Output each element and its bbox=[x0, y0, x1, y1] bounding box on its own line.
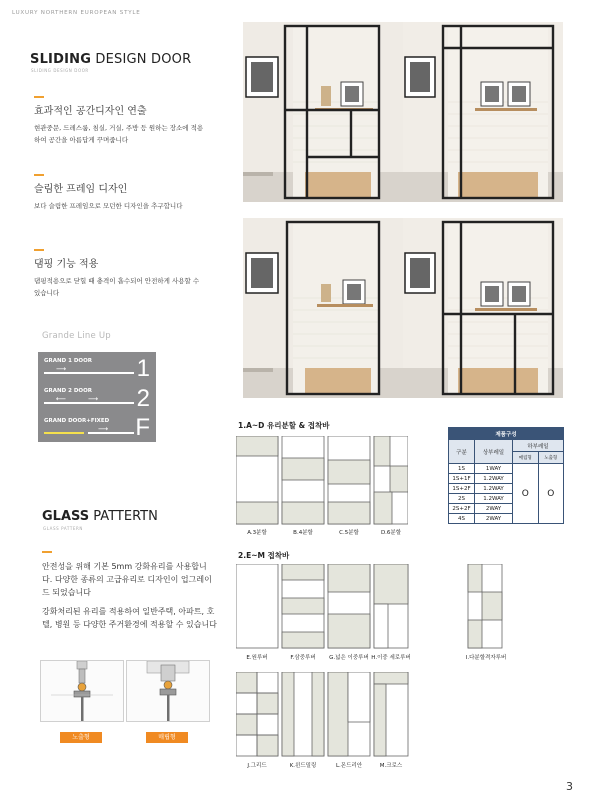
hidden-type-label: 매립형 bbox=[146, 732, 188, 743]
door-photo-1 bbox=[243, 22, 403, 202]
pattern-i bbox=[468, 564, 502, 648]
pattern-c bbox=[328, 436, 370, 524]
accent-bar bbox=[34, 174, 44, 176]
spec-cell-name: 4S bbox=[449, 514, 475, 524]
grande-lineup-title: Grande Line Up bbox=[42, 331, 111, 341]
pattern-e bbox=[236, 564, 278, 648]
pattern-label-g: G.넓은 이중루버 bbox=[329, 655, 369, 661]
pattern-m bbox=[374, 672, 408, 756]
spec-cell-name: 2S bbox=[449, 494, 475, 504]
spec-cell-upper: 1.2WAY bbox=[475, 494, 513, 504]
pattern-label-d: D.6분할 bbox=[380, 530, 402, 536]
hardware-exposed-diagram bbox=[40, 660, 124, 722]
grande-lineup-box bbox=[38, 352, 156, 442]
pattern-diagrams-row-3 bbox=[236, 672, 416, 758]
accent-bar bbox=[34, 96, 44, 98]
feature-body: 현관중문, 드레스룸, 침실, 거실, 주방 등 원하는 장소에 적용하여 공간을 아름답게 꾸며줍니다 bbox=[34, 124, 204, 144]
feature-title: 댐핑 기능 적용 bbox=[34, 259, 99, 270]
pattern-diagrams-row-2 bbox=[236, 564, 536, 650]
grande-item-number: 1 bbox=[136, 355, 150, 382]
feature-title: 슬림한 프레임 디자인 bbox=[34, 184, 128, 195]
photo-illustration bbox=[403, 22, 563, 202]
glass-pattern-title bbox=[42, 509, 158, 524]
hardware-hidden-diagram bbox=[126, 660, 210, 722]
page-title-rest: DESIGN DOOR bbox=[91, 52, 192, 67]
pattern-label-k: K.윈드밀링 bbox=[289, 763, 317, 769]
arrow-right-icon: ⟶ bbox=[56, 365, 67, 373]
spec-cell-upper: 1.2WAY bbox=[475, 474, 513, 484]
pattern-b bbox=[282, 436, 324, 524]
pattern-section-2-title: 2.E~M 접착바 bbox=[238, 551, 290, 560]
product-spec-table bbox=[448, 427, 564, 524]
spec-cell-upper: 1.2WAY bbox=[475, 484, 513, 494]
pattern-a bbox=[236, 436, 278, 524]
photo-illustration bbox=[243, 218, 403, 398]
spec-cell-upper: 1WAY bbox=[475, 464, 513, 474]
pattern-k bbox=[282, 672, 324, 756]
pattern-j bbox=[236, 672, 278, 756]
spec-col-name: 구분 bbox=[449, 440, 475, 464]
spec-cell-name: 1S+1F bbox=[449, 474, 475, 484]
spec-cell-name: 2S+2F bbox=[449, 504, 475, 514]
feature-3 bbox=[34, 249, 204, 299]
exposed-rail-drawing bbox=[41, 661, 123, 721]
pattern-diagrams-row-1 bbox=[236, 436, 408, 526]
grande-item-number: 2 bbox=[136, 385, 150, 412]
pattern-label-e: E.원루버 bbox=[246, 655, 268, 661]
page-title-bold: SLIDING bbox=[30, 52, 92, 67]
spec-cell-name: 1S+2F bbox=[449, 484, 475, 494]
pattern-label-a: A.3분할 bbox=[247, 530, 267, 536]
glass-title-bold: GLASS bbox=[42, 509, 90, 524]
spec-table-title: 제품구성 bbox=[449, 428, 564, 440]
arrow-right-icon: ⟶ bbox=[88, 395, 99, 403]
spec-cell-upper: 2WAY bbox=[475, 514, 513, 524]
spec-col-hidden: 매립형 bbox=[513, 452, 539, 464]
feature-1 bbox=[34, 96, 204, 146]
pattern-label-h: H.이중 세로루버 bbox=[371, 655, 411, 661]
pattern-label-c: C.5분할 bbox=[339, 530, 359, 536]
spec-cell-name: 1S bbox=[449, 464, 475, 474]
photo-illustration bbox=[243, 22, 403, 202]
grande-item-label: GRAND 2 DOOR bbox=[44, 388, 92, 394]
accent-bar bbox=[34, 249, 44, 251]
glass-paragraph-2: 강화처리된 유리를 적용하여 일반주택, 아파트, 호텔, 병원 등 다양한 주거환경에 적용할 수 있습니다 bbox=[42, 607, 217, 629]
pattern-label-b: B.4분할 bbox=[293, 530, 313, 536]
feature-title: 효과적인 공간디자인 연출 bbox=[34, 106, 147, 117]
page-number: 3 bbox=[566, 780, 573, 793]
spec-cell-upper: 2WAY bbox=[475, 504, 513, 514]
glass-paragraph-1: 안전성을 위해 기본 5mm 강화유리를 사용합니다. 다양한 종류의 고급유리로 디자인이 업그레이드 되었습니다 bbox=[42, 562, 212, 597]
photo-illustration bbox=[403, 218, 563, 398]
pattern-label-m: M.크로스 bbox=[379, 763, 403, 769]
door-photo-4 bbox=[403, 218, 563, 398]
pattern-f bbox=[282, 564, 324, 648]
glass-title-rest: PATTERTN bbox=[89, 509, 158, 524]
glass-pattern-subtitle: GLASS PATTERN bbox=[43, 526, 84, 531]
accent-bar bbox=[42, 551, 52, 553]
feature-body: 보다 슬림한 프레임으로 모던한 디자인을 추구합니다 bbox=[34, 202, 183, 210]
page-subtitle: SLIDING DESIGN DOOR bbox=[31, 68, 89, 73]
pattern-label-j: J.그리드 bbox=[247, 763, 267, 769]
pattern-label-l: L.몬드리안 bbox=[335, 763, 363, 769]
grande-item-number: F bbox=[135, 414, 150, 441]
pattern-d bbox=[374, 436, 408, 524]
arrow-left-icon: ⟵ bbox=[56, 395, 67, 403]
spec-col-exposed: 노출형 bbox=[538, 452, 564, 464]
pattern-label-f: F.삼중루버 bbox=[290, 655, 316, 661]
grande-line bbox=[88, 432, 134, 434]
pattern-g bbox=[328, 564, 370, 648]
grande-item-label: GRAND DOOR+FIXED bbox=[44, 418, 110, 424]
page-title bbox=[30, 52, 191, 67]
arrow-right-icon: ⟶ bbox=[98, 425, 109, 433]
spec-cell-hidden-mark: O bbox=[513, 464, 539, 524]
door-photo-2 bbox=[403, 22, 563, 202]
hidden-rail-drawing bbox=[127, 661, 209, 721]
spec-row bbox=[449, 464, 564, 474]
pattern-l bbox=[328, 672, 370, 756]
feature-body: 댐핑적용으로 닫힐 때 충격이 흡수되어 안전하게 사용할 수 있습니다 bbox=[34, 277, 200, 297]
feature-2 bbox=[34, 174, 204, 213]
spec-cell-exposed-mark: O bbox=[538, 464, 564, 524]
pattern-h bbox=[374, 564, 408, 648]
spec-col-upper: 상부레일 bbox=[475, 440, 513, 464]
door-photo-3 bbox=[243, 218, 403, 398]
grande-item-label: GRAND 1 DOOR bbox=[44, 358, 92, 364]
grande-line-fixed bbox=[44, 432, 84, 434]
spec-col-lower: 하부레일 bbox=[513, 440, 564, 452]
exposed-type-label: 노출형 bbox=[60, 732, 102, 743]
pattern-section-1-title: 1.A~D 유리분할 & 접착바 bbox=[238, 421, 330, 430]
pattern-label-i: I.다분할격자루버 bbox=[465, 655, 507, 661]
top-tagline: LUXURY NORTHERN EUROPEAN STYLE bbox=[12, 10, 141, 16]
